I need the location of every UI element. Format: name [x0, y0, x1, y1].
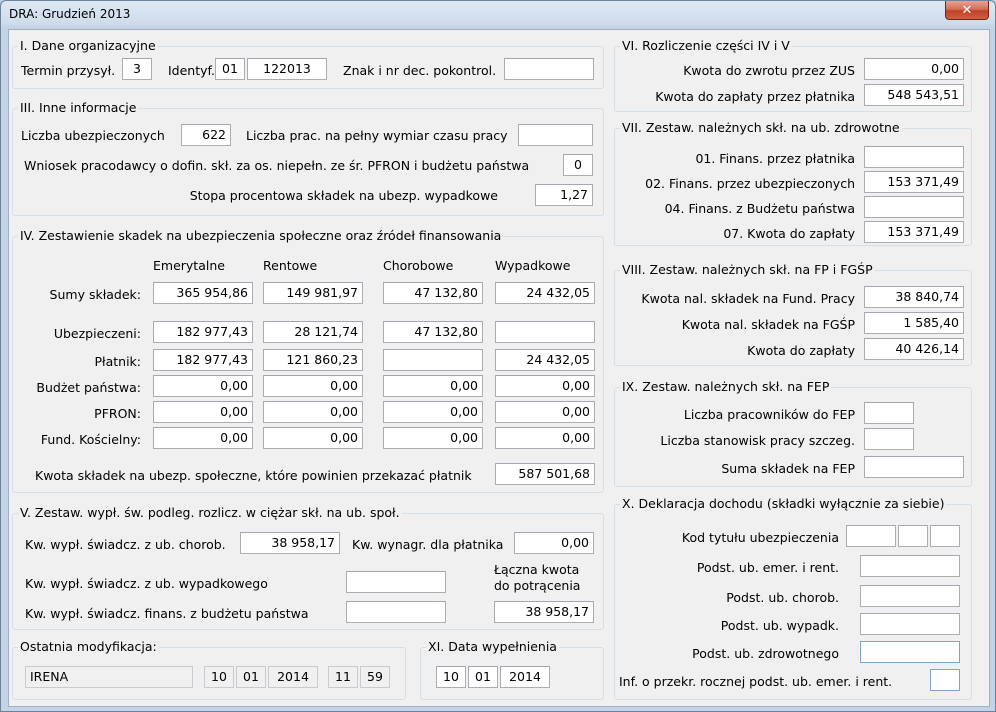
zdrowotne-field-4[interactable]: 153 371,49 — [864, 221, 964, 243]
wniosek-label: Wniosek pracodawcy o dofin. skł. za os. niepełn. ze śr. PFRON i budżetu państwa — [24, 158, 530, 173]
ubezpieczeni-emerytalne[interactable]: 182 977,43 — [153, 321, 253, 343]
inf-label: Inf. o przekr. rocznej podst. ub. emer. i rent. — [619, 674, 893, 689]
fep-stan-field[interactable] — [864, 428, 914, 450]
platnik-chorobowe[interactable] — [383, 349, 483, 371]
zdrowotne-row-label-3: 04. Finans. z Budżetu państwa — [664, 201, 855, 216]
date-day-field[interactable]: 10 — [436, 666, 466, 688]
wypadk-podst-field[interactable] — [860, 613, 960, 635]
zaplata-field[interactable]: 548 543,51 — [864, 84, 964, 106]
stopa-field[interactable]: 1,27 — [535, 184, 593, 206]
emer-label: Podst. ub. emer. i rent. — [696, 560, 839, 575]
liczba-ubezp-label: Liczba ubezpieczonych — [21, 128, 165, 143]
liczba-prac-label: Liczba prac. na pełny wymiar czasu pracy — [246, 128, 508, 143]
budzet-field[interactable] — [346, 601, 446, 623]
kod-field-2[interactable] — [898, 525, 928, 547]
wypadk-field[interactable] — [346, 571, 446, 593]
znak-field[interactable] — [504, 58, 594, 80]
zdrowotne-field-3[interactable] — [864, 196, 964, 218]
section-inne-informacje — [12, 100, 604, 216]
mod-hour-field: 11 — [328, 666, 358, 688]
section-title: Ostatnia modyfikacja: — [20, 639, 157, 654]
row-label-budzet: Budżet państwa: — [36, 380, 141, 395]
section-title: IV. Zestawienie skadek na ubezpieczenia społeczne oraz źródeł finansowania — [20, 228, 502, 243]
kod-label: Kod tytułu ubezpieczenia — [681, 530, 839, 545]
pfron-emerytalne[interactable]: 0,00 — [153, 401, 253, 423]
row-label-pfron: PFRON: — [94, 406, 141, 421]
kod-field-1[interactable] — [846, 525, 896, 547]
znak-label: Znak i nr dec. pokontrol. — [343, 63, 497, 78]
kod-field-3[interactable] — [930, 525, 960, 547]
section-title: VI. Rozliczenie części IV i V — [622, 38, 790, 53]
zdrowotne-row-label-1: 01. Finans. przez płatnika — [695, 151, 855, 166]
fp-field-1[interactable]: 38 840,74 — [864, 286, 964, 308]
sumy-rentowe[interactable]: 149 981,97 — [263, 282, 363, 304]
column-header-rentowe: Rentowe — [263, 258, 318, 273]
liczba-prac-field[interactable] — [518, 124, 593, 146]
zdrowotne-row-label-4: 07. Kwota do zapłaty — [723, 226, 855, 241]
budzet-emerytalne[interactable]: 0,00 — [153, 375, 253, 397]
row-label-platnik: Płatnik: — [94, 354, 141, 369]
section-zestawienie-skladek — [12, 228, 604, 493]
section-rozliczenie — [614, 38, 972, 112]
window-title: DRA: Grudzień 2013 — [9, 7, 131, 21]
chorob-podst-field[interactable] — [860, 585, 960, 607]
mod-minute-field: 59 — [360, 666, 390, 688]
fund-koscielny-emerytalne[interactable]: 0,00 — [153, 427, 253, 449]
laczna-label-line2: do potrącenia — [494, 578, 581, 593]
sumy-chorobowe[interactable]: 47 132,80 — [383, 282, 483, 304]
mod-year-field: 2014 — [268, 666, 318, 688]
wynagr-field[interactable]: 0,00 — [514, 532, 594, 554]
identyf-label: Identyf. — [168, 63, 215, 78]
termin-field[interactable]: 3 — [122, 58, 152, 80]
section-fp-fgsp — [614, 262, 972, 366]
platnik-wypadkowe[interactable]: 24 432,05 — [495, 349, 595, 371]
close-button[interactable] — [945, 1, 989, 20]
section-zdrowotne — [614, 120, 972, 246]
fep-stan-label: Liczba stanowisk pracy szczeg. — [660, 433, 855, 448]
laczna-field[interactable]: 38 958,17 — [494, 601, 594, 623]
row-label-fund-koscielny: Fund. Kościelny: — [40, 432, 141, 447]
identyf-field-2[interactable]: 122013 — [247, 58, 327, 80]
termin-label: Termin przysył. — [21, 63, 116, 78]
section-title: VIII. Zestaw. należnych skł. na FP i FGŚP — [622, 262, 873, 277]
wniosek-field[interactable]: 0 — [563, 154, 593, 176]
identyf-field-1[interactable]: 01 — [215, 58, 245, 80]
fund-koscielny-rentowe[interactable]: 0,00 — [263, 427, 363, 449]
zdrowotne-row-label-2: 02. Finans. przez ubezpieczonych — [645, 176, 855, 191]
wypadk-podst-label: Podst. ub. wypadk. — [720, 618, 839, 633]
pfron-wypadkowe[interactable]: 0,00 — [495, 401, 595, 423]
section-title: V. Zestaw. wypł. św. podleg. rozlicz. w ciężar skł. na ub. społ. — [20, 505, 400, 520]
pfron-rentowe[interactable]: 0,00 — [263, 401, 363, 423]
date-month-field[interactable]: 01 — [468, 666, 498, 688]
platnik-emerytalne[interactable]: 182 977,43 — [153, 349, 253, 371]
inf-field[interactable] — [930, 669, 960, 691]
section-ostatnia-modyfikacja — [12, 639, 406, 700]
zdrowotne-field-1[interactable] — [864, 146, 964, 168]
mod-day-field: 10 — [204, 666, 234, 688]
mod-month-field: 01 — [236, 666, 266, 688]
close-icon: ✕ — [961, 2, 973, 18]
ubezpieczeni-chorobowe[interactable]: 47 132,80 — [383, 321, 483, 343]
form-area — [8, 29, 990, 707]
fp-field-2[interactable]: 1 585,40 — [864, 312, 964, 334]
budzet-label: Kw. wypł. świadcz. finans. z budżetu państwa — [25, 606, 309, 621]
sumy-wypadkowe[interactable]: 24 432,05 — [495, 282, 595, 304]
fp-field-3[interactable]: 40 426,14 — [864, 338, 964, 360]
fep-suma-field[interactable] — [864, 456, 964, 478]
fp-row-label-1: Kwota nal. składek na Fund. Pracy — [641, 291, 855, 306]
kwota-skladek-label: Kwota składek na ubezp. społeczne, które powinien przekazać płatnik — [35, 468, 472, 483]
column-header-chorobowe: Chorobowe — [383, 258, 454, 273]
mod-user-field: IRENA — [25, 666, 193, 688]
wypadk-label: Kw. wypł. świadcz. z ub. wypadkowego — [25, 576, 268, 591]
zdrow-label: Podst. ub. zdrowotnego — [692, 646, 839, 661]
section-deklaracja-dochodu — [614, 496, 972, 700]
section-title: X. Deklaracja dochodu (składki wyłącznie za siebie) — [622, 496, 945, 511]
date-year-field[interactable]: 2014 — [500, 666, 550, 688]
chorob-field[interactable]: 38 958,17 — [240, 532, 340, 554]
fund-koscielny-wypadkowe[interactable]: 0,00 — [495, 427, 595, 449]
budzet-wypadkowe[interactable]: 0,00 — [495, 375, 595, 397]
stopa-label: Stopa procentowa składek na ubezp. wypadkowe — [189, 188, 498, 203]
platnik-rentowe[interactable]: 121 860,23 — [263, 349, 363, 371]
zwrot-label: Kwota do zwrotu przez ZUS — [683, 63, 855, 78]
section-title: VII. Zestaw. należnych skł. na ub. zdrowotne — [622, 120, 900, 135]
section-title: I. Dane organizacyjne — [20, 38, 156, 53]
zdrowotne-field-2[interactable]: 153 371,49 — [864, 171, 964, 193]
zdrow-field[interactable] — [860, 641, 960, 663]
budzet-chorobowe[interactable]: 0,00 — [383, 375, 483, 397]
row-label-sumy: Sumy składek: — [49, 287, 141, 302]
fep-prac-label: Liczba pracowników do FEP — [683, 407, 855, 422]
section-zestaw-wyplat — [12, 505, 604, 630]
ubezpieczeni-rentowe[interactable]: 28 121,74 — [263, 321, 363, 343]
wynagr-label: Kw. wynagr. dla płatnika — [352, 537, 504, 552]
column-header-emerytalne: Emerytalne — [153, 258, 225, 273]
row-label-ubezpieczeni: Ubezpieczeni: — [53, 326, 141, 341]
zaplata-label: Kwota do zapłaty przez płatnika — [655, 89, 855, 104]
section-title: IX. Zestaw. należnych skł. na FEP — [622, 379, 830, 394]
fund-koscielny-chorobowe[interactable]: 0,00 — [383, 427, 483, 449]
kwota-skladek-field[interactable]: 587 501,68 — [495, 463, 595, 485]
section-fep — [614, 379, 972, 487]
emer-field[interactable] — [860, 555, 960, 577]
laczna-label-line1: Łączna kwota — [494, 562, 580, 577]
ubezpieczeni-wypadkowe[interactable] — [495, 321, 595, 343]
section-title: XI. Data wypełnienia — [428, 639, 557, 654]
budzet-rentowe[interactable]: 0,00 — [263, 375, 363, 397]
fp-row-label-3: Kwota do zapłaty — [747, 343, 855, 358]
chorob-label: Kw. wypł. świadcz. z ub. chorob. — [25, 537, 226, 552]
chorob-podst-label: Podst. ub. chorob. — [726, 590, 839, 605]
zwrot-field[interactable]: 0,00 — [864, 58, 964, 80]
fep-prac-field[interactable] — [864, 402, 914, 424]
sumy-emerytalne[interactable]: 365 954,86 — [153, 282, 253, 304]
column-header-wypadkowe: Wypadkowe — [495, 258, 571, 273]
fp-row-label-2: Kwota nal. składek na FGŚP — [681, 317, 855, 332]
section-dane-organizacyjne — [12, 38, 604, 89]
fep-suma-label: Suma składek na FEP — [721, 461, 855, 476]
section-title: III. Inne informacje — [20, 100, 137, 115]
pfron-chorobowe[interactable]: 0,00 — [383, 401, 483, 423]
liczba-ubezp-field[interactable]: 622 — [181, 124, 231, 146]
section-data-wypelnienia — [420, 639, 604, 700]
